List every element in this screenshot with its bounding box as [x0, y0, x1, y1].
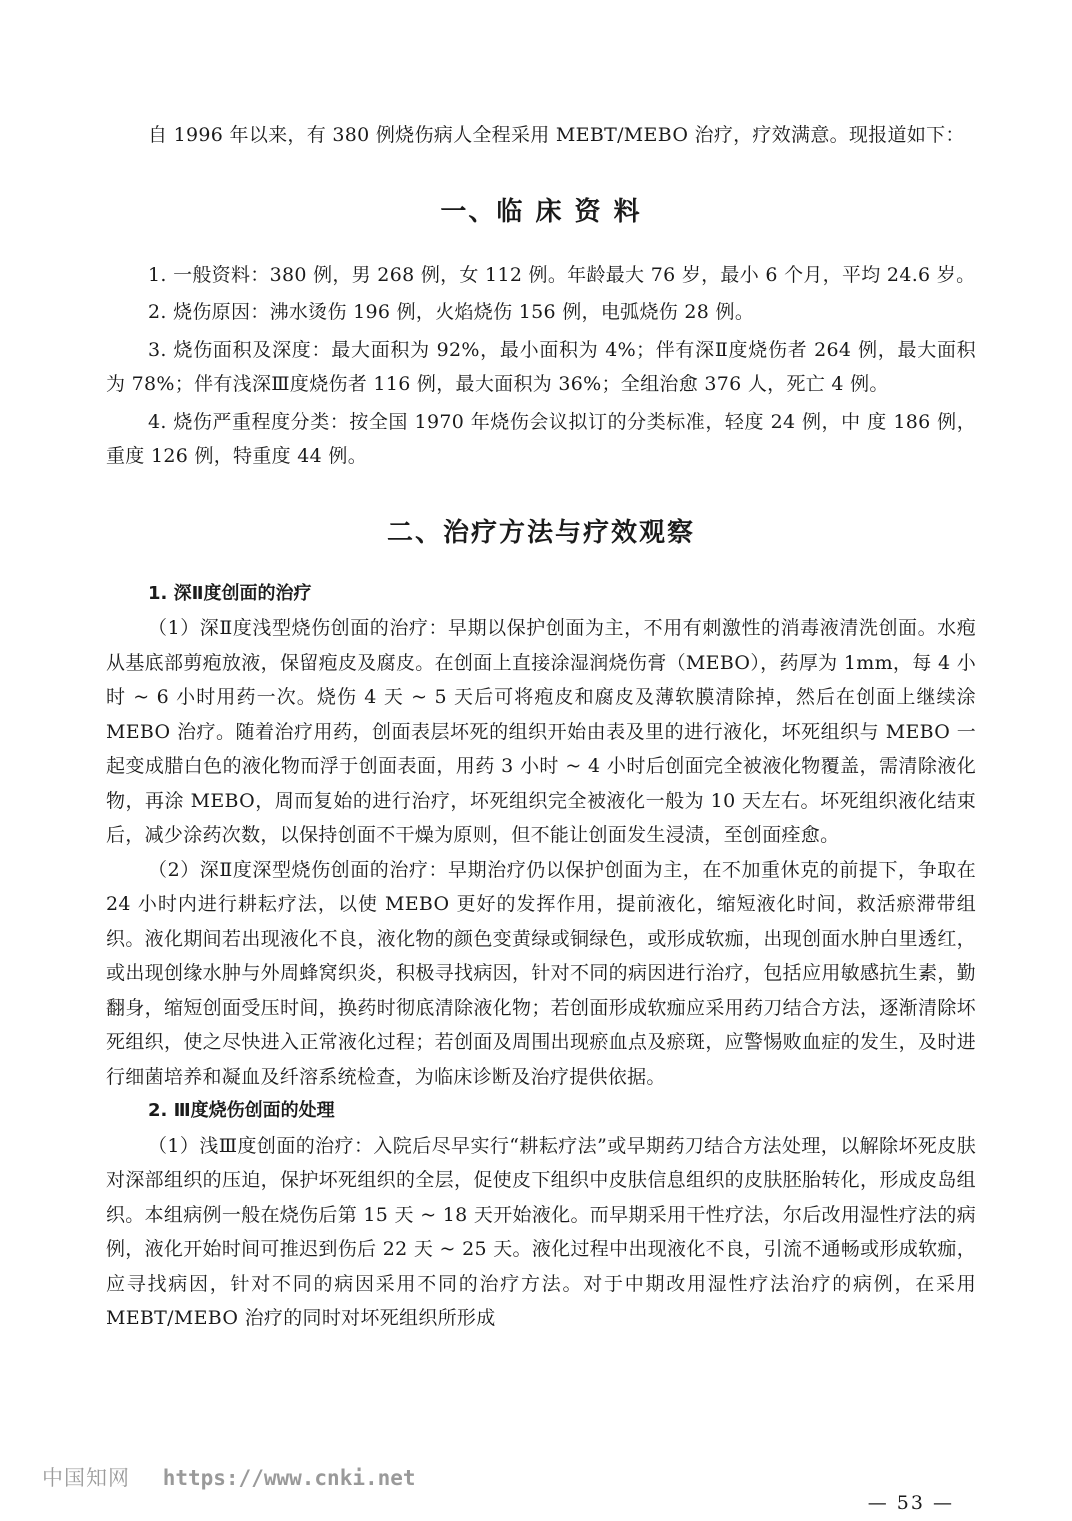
watermark-site-name: 中国知网 [42, 1466, 130, 1490]
section-1-item-4: 4. 烧伤严重程度分类：按全国 1970 年烧伤会议拟订的分类标准，轻度 24 例，中 度 186 例，重度 126 例，特重度 44 例。 [106, 410, 976, 467]
subsection-1-paragraph-1: （1）深Ⅱ度浅型烧伤创面的治疗：早期以保护创面为主，不用有刺激性的消毒液清洗创面。水疱从基底部剪疱放液，保留疱皮及腐皮。在创面上直接涂湿润烧伤膏（MEBO），药厚为 1mm，每 4 小时 ~ 6 小时用药一次。烧伤 4 天 ~ 5 天后可将疱皮和腐皮及薄软膜清除掉，然后在创面上继续涂 MEBO 治疗。随着治疗用药，创面表层坏死的组织开始由表及里的进行液化，坏死组织与 MEBO 一起变成腊白色的液化物而浮于创面表面，用药 3 小时 ~ 4 小时后创面完全被液化物覆盖，需清除液化物，再涂 MEBO，周而复始的进行治疗，坏死组织完全被液化一般为 10 天左右。坏死组织液化结束后，减少涂药次数，以保持创面不干燥为原则，但不能让创面发生浸渍，至创面痊愈。 [106, 617, 976, 846]
section-1-item-1: 1. 一般资料：380 例，男 268 例，女 112 例。年龄最大 76 岁，最小 6 个月，平均 24.6 岁。 [148, 263, 976, 286]
watermark-url: https://www.cnki.net [162, 1466, 416, 1490]
section-1-item-2: 2. 烧伤原因：沸水烫伤 196 例，火焰烧伤 156 例，电弧烧伤 28 例。 [148, 301, 755, 323]
subsection-1-paragraph-2: （2）深Ⅱ度深型烧伤创面的治疗：早期治疗仍以保护创面为主，在不加重休克的前提下，争取在 24 小时内进行耕耘疗法，以使 MEBO 更好的发挥作用，提前液化，缩短液化时间，救活瘀滞带组织。液化期间若出现液化不良，液化物的颜色变黄绿或铜绿色，或形成软痂，出现创面水肿白里透红，或出现创缘水肿与外周蜂窝织炎，积极寻找病因，针对不同的病因进行治疗，包括应用敏感抗生素，勤翻身，缩短创面受压时间，换药时彻底清除液化物；若创面形成软痂应采用药刀结合方法，逐渐清除坏死组织，使之尽快进入正常液化过程；若创面及周围出现瘀血点及瘀斑，应警惕败血症的发生，及时进行细菌培养和凝血及纤溶系统检查，为临床诊断及治疗提供依据。 [106, 858, 976, 1088]
section-1-heading: 一、临 床 资 料 [440, 196, 642, 227]
subsection-2-paragraph-1: （1）浅Ⅲ度创面的治疗：入院后尽早实行“耕耘疗法”或早期药刀结合方法处理，以解除坏死皮肤对深部组织的压迫，保护坏死组织的全层，促使皮下组织中皮肤信息组织的皮肤胚胎转化，形成皮岛组织。本组病例一般在烧伤后第 15 天 ~ 18 天开始液化。而早期采用干性疗法，尔后改用湿性疗法的病例，液化开始时间可推迟到伤后 22 天 ~ 25 天。液化过程中出现液化不良，引流不通畅或形成软痂，应寻找病因，针对不同的病因采用不同的治疗方法。对于中期改用湿性疗法治疗的病例，在采用 MEBT/MEBO 治疗的同时对坏死组织所形成 [106, 1134, 976, 1329]
section-1-item-3: 3. 烧伤面积及深度：最大面积为 92%，最小面积为 4%；伴有深Ⅱ度烧伤者 264 例，最大面积为 78%；伴有浅深Ⅲ度烧伤者 116 例，最大面积为 36%；全组治愈 376 人，死亡 4 例。 [106, 338, 976, 395]
document-page [106, 118, 976, 1336]
intro-paragraph: 自 1996 年以来，有 380 例烧伤病人全程采用 MEBT/MEBO 治疗，疗效满意。现报道如下： [148, 124, 965, 146]
section-2-heading: 二、治疗方法与疗效观察 [386, 517, 695, 548]
subsection-2-heading: 2. Ⅲ度烧伤创面的处理 [148, 1100, 335, 1121]
subsection-1-heading: 1. 深Ⅱ度创面的治疗 [148, 582, 312, 604]
page-number: — 53 — [867, 1492, 954, 1514]
watermark [42, 1462, 416, 1492]
